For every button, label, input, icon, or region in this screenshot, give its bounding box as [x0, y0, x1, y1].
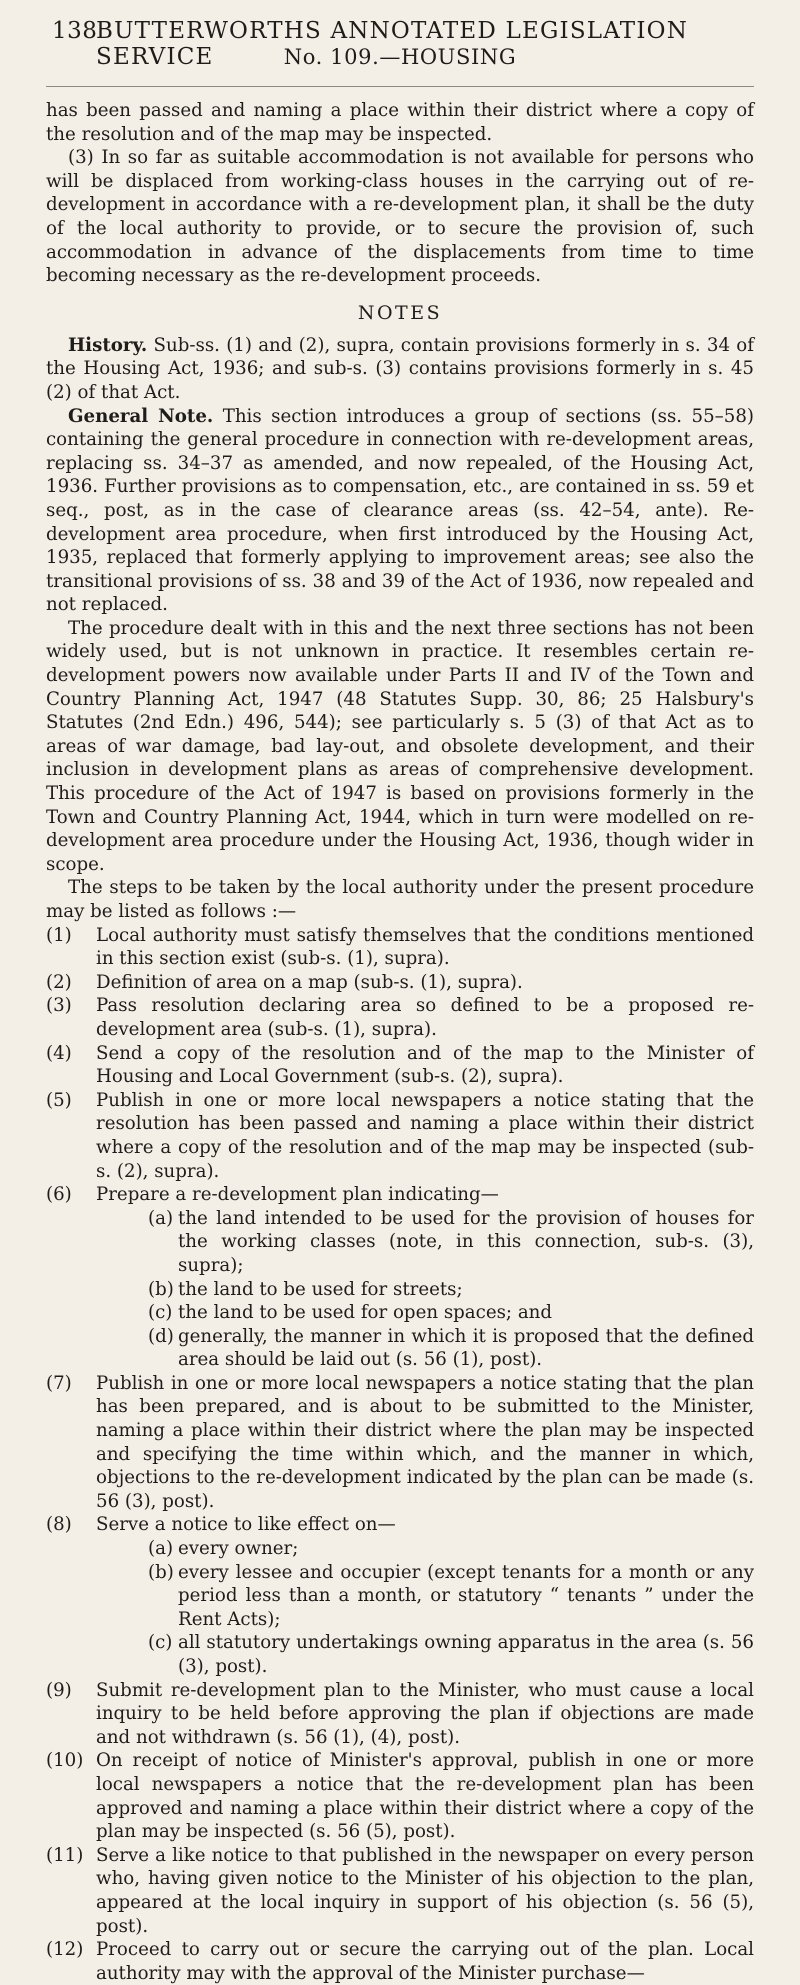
step-number: (12): [46, 1939, 84, 1961]
sub-letter: (d): [148, 1325, 174, 1347]
step-number: (11): [46, 1844, 84, 1866]
step-number: (3): [46, 995, 72, 1017]
notes-heading: NOTES: [357, 301, 443, 324]
header-rule: [46, 86, 754, 87]
step-item: [46, 1042, 754, 1089]
step-item: [46, 1749, 754, 1843]
step-item: [46, 994, 754, 1041]
history-text: Sub-ss. (1) and (2), supra, contain provisions formerly in s. 34 of the Housing Act, 1936; and sub-s. (3) contains provisions formerly in s. 45 (2) of that Act.: [46, 334, 754, 403]
running-header: [46, 18, 754, 76]
steps-list-c: [46, 1679, 754, 1985]
sub-text: the land intended to be used for the provision of houses for the working classes (note, in this connection, sub-s. (3), supra);: [178, 1207, 754, 1276]
series-title: BUTTERWORTHS ANNOTATED LEGISLATION SERVICE: [96, 18, 689, 70]
sub-text: every owner;: [178, 1538, 299, 1560]
step-item: [46, 1183, 754, 1207]
step-number: (10): [46, 1750, 84, 1772]
sub-letter: (c): [148, 1632, 173, 1654]
step-text: Submit re-development plan to the Minister, who must cause a local inquiry to be held before approving the plan if objections are made and not withdrawn (s. 56 (1), (4), post).: [96, 1679, 754, 1748]
step-text: Pass resolution declaring area so defined to be a proposed re-development area (sub-s. (1), supra).: [96, 995, 754, 1040]
sub-letter: (b): [148, 1278, 174, 1300]
step-number: (8): [46, 1514, 72, 1536]
step-item: [46, 1844, 754, 1938]
chapter-subtitle: No. 109.—HOUSING: [283, 45, 517, 69]
history-note: [46, 334, 754, 405]
steps-list-b: [46, 1372, 754, 1537]
step-number: (5): [46, 1089, 72, 1111]
sub-letter: (a): [148, 1538, 174, 1560]
general-note-label: General Note.: [68, 405, 214, 427]
step-item: [46, 1372, 754, 1514]
step-number: (4): [46, 1042, 72, 1064]
sub-text: generally, the manner in which it is proposed that the defined area should be laid out (s. 56 (1), post).: [178, 1325, 754, 1371]
sub-text: every lessee and occupier (except tenants for a month or any period less than a month, or statutory “ tenants ” under the Rent Acts);: [178, 1561, 754, 1630]
steps-list-a: [46, 924, 754, 1207]
continued-paragraph: has been passed and naming a place within their district where a copy of the resolution and of the map may be inspected.: [46, 100, 754, 145]
sub-letter: (b): [148, 1561, 174, 1583]
step-text: Prepare a re-development plan indicating—: [96, 1184, 499, 1206]
procedure-paragraph: The procedure dealt with in this and the next three sections has not been widely used, but is not unknown in practice. It resembles certain re-development powers now available under Parts II and IV of the Town and Country Planning Act, 1947 (48 Statutes Supp. 30, 86; 25 Halsbury's Statutes (2nd Edn.) 496, 544); see particularly s. 5 (3) of that Act as to areas of war damage, bad lay-out, and obsolete development, and their inclusion in development plans as areas of comprehensive development. This procedure of the Act of 1947 is based on provisions formerly in the Town and Country Planning Act, 1944, which in turn were modelled on re-development area procedure under the Housing Act, 1936, though wider in scope.: [46, 617, 754, 875]
steps-intro: The steps to be taken by the local authority under the present procedure may be listed as follows :—: [46, 877, 754, 922]
sub-item: [46, 1631, 754, 1678]
step-text: Publish in one or more local newspapers a notice stating that the resolution has been passed and naming a place within their district where a copy of the resolution and of the map may be inspected (sub-s. (2), supra).: [96, 1089, 754, 1182]
step-number: (1): [46, 924, 72, 946]
step-text: Proceed to carry out or secure the carrying out of the plan. Local authority may with the approval of the Minister purchase—: [96, 1939, 754, 1984]
step-6-sublist: [46, 1207, 754, 1372]
step-item: [46, 1089, 754, 1183]
sub-item: [46, 1207, 754, 1278]
step-item: [46, 1938, 754, 1985]
sub-item: [46, 1325, 754, 1372]
step-text: Serve a like notice to that published in the newspaper on every person who, having given notice to the Minister of his objection to the plan, appeared at the local inquiry in support of his objection (s. 56 (5), post).: [96, 1844, 754, 1937]
sub-text: all statutory undertakings owning apparatus in the area (s. 56 (3), post).: [178, 1632, 754, 1677]
history-label: History.: [68, 334, 148, 356]
sub-item: [46, 1537, 754, 1561]
sub-text: the land to be used for streets;: [178, 1278, 463, 1300]
sub-letter: (c): [148, 1302, 173, 1324]
sub-item: [46, 1278, 754, 1302]
step-item: [46, 924, 754, 971]
step-number: (6): [46, 1184, 72, 1206]
sub-item: [46, 1561, 754, 1632]
step-text: On receipt of notice of Minister's approval, publish in one or more local newspapers a notice that the re-development plan has been approved and naming a place within their district where a copy of the plan may be inspected (s. 56 (5), post).: [96, 1750, 754, 1843]
step-item: [46, 1679, 754, 1750]
sub-item: [46, 1301, 754, 1325]
sub-letter: (a): [148, 1207, 174, 1229]
step-text: Definition of area on a map (sub-s. (1), supra).: [96, 971, 523, 993]
step-number: (2): [46, 971, 72, 993]
subsection-3: (3) In so far as suitable accommodation is not available for persons who will be displaced from working-class houses in the carrying out of re-development in accordance with a re-development plan, it shall be the duty of the local authority to provide, or to secure the provision of, such accommodation in advance of the displacements from time to time becoming necessary as the re-development proceeds.: [46, 147, 754, 287]
step-item: [46, 971, 754, 995]
step-number: (7): [46, 1372, 72, 1394]
page-number: 138: [52, 18, 98, 44]
step-text: Serve a notice to like effect on—: [96, 1514, 396, 1536]
step-8-sublist: [46, 1537, 754, 1679]
step-text: Send a copy of the resolution and of the map to the Minister of Housing and Local Government (sub-s. (2), supra).: [96, 1042, 754, 1088]
sub-text: the land to be used for open spaces; and: [178, 1302, 553, 1324]
step-item: [46, 1513, 754, 1537]
step-text: Local authority must satisfy themselves that the conditions mentioned in this section exist (sub-s. (1), supra).: [96, 924, 754, 970]
general-note: [46, 405, 754, 617]
step-number: (9): [46, 1679, 72, 1701]
step-text: Publish in one or more local newspapers a notice stating that the plan has been prepared, and is about to be submitted to the Minister, naming a place within their district where the plan may be inspected and specifying the time within which, and the manner in which, objections to the re-development indicated by the plan can be made (s. 56 (3), post).: [96, 1372, 754, 1512]
general-note-text: This section introduces a group of sections (ss. 55–58) containing the general procedure in connection with re-development areas, replacing ss. 34–37 as amended, and now repealed, of the Housing Act, 1936. Further provisions as to compensation, etc., are contained in ss. 59 et seq., post, as in the case of clearance areas (ss. 42–54, ante). Re-development area procedure, when first introduced by the Housing Act, 1935, replaced that formerly applying to improvement areas; see also the transitional provisions of ss. 38 and 39 of the Act of 1936, now repealed and not replaced.: [46, 405, 754, 616]
